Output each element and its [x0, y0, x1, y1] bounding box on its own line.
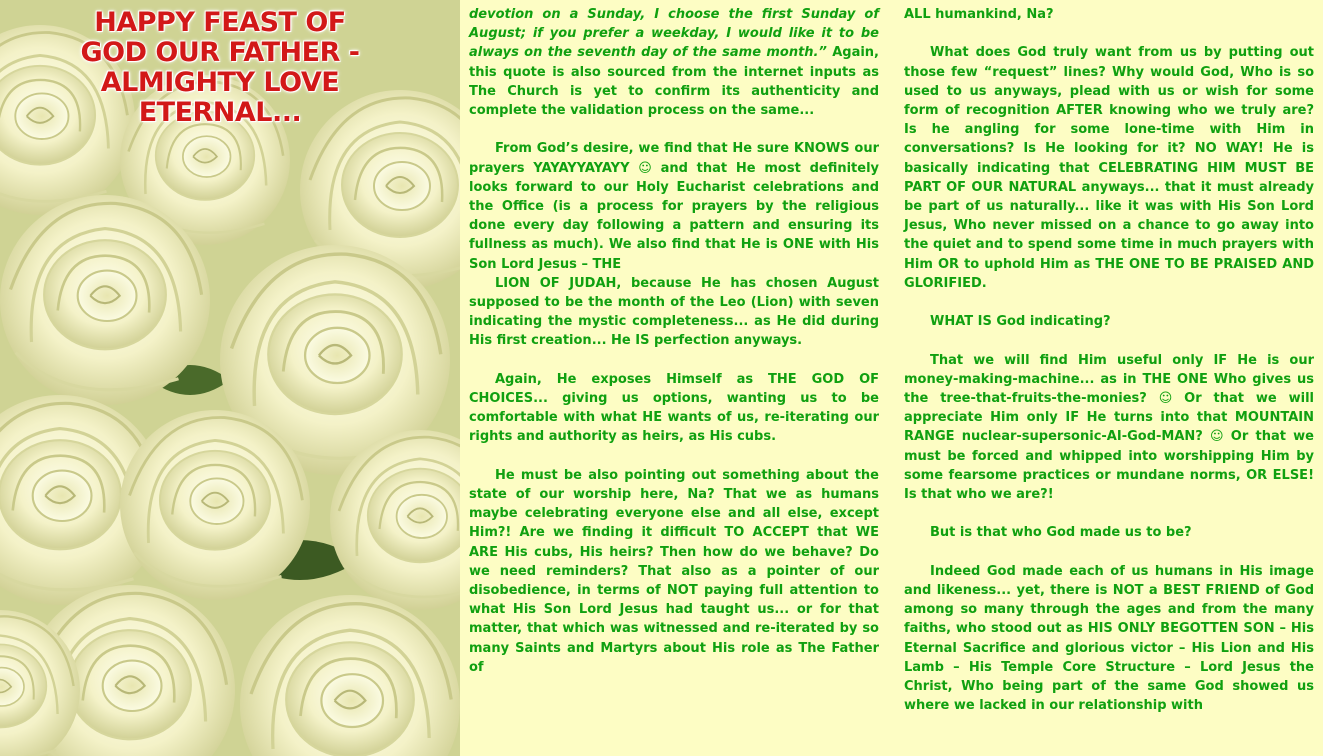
quote-remark: Again, this quote is also sourced from the internet inputs as The Church is yet to confirm its authenticity and complete the validation process on the same... — [469, 45, 879, 119]
paragraph-image-and-likeness: Indeed God made each of us humans in His image and likeness... yet, there is NOT a BEST FRIEND of God among so many through the ages and from the many faiths, who stood out as HIS ONLY BEGOTTEN SON – His Eternal Sacrifice and glorious victor – His Lion and His Lamb – His Temple Core Structure – Lord Jesus the Christ, Who being part of the same God showed us where we lacked in our relationship with — [904, 563, 1314, 714]
paragraph-who-god-made-us: But is that who God made us to be? — [930, 525, 1192, 541]
paragraph-what-is-god-indicating: WHAT IS God indicating? — [930, 314, 1111, 330]
paragraph-money-making-machine: That we will find Him useful only IF He is our money-making-machine... as in THE ONE Who gives us the tree-that-fruits-the-monies? ☺ Or that we will appreciate Him only IF He turns into that MOUNTAIN RANGE nuclear-supersonic-AI-God-MAN? ☺ Or that we must be forced and whipped into worshipping Him by some fearsome practices or mundane norms, OR ELSE! Is that who we are?! — [904, 352, 1314, 503]
rose-bouquet-image — [0, 0, 460, 756]
paragraph-god-of-choices: Again, He exposes Himself as THE GOD OF CHOICES... giving us options, wanting us to be comfortable with what HE wants of us, re-iterating our rights and authority as heirs, as His cubs. — [469, 371, 879, 445]
paragraph-gods-desire: From God’s desire, we find that He sure KNOWS our prayers YAYAYYAYAYY ☺ and that He most definitely looks forward to our Holy Eucharist celebrations and the Office (is a process for prayers by the religious done every day following a pattern and ensuring its fullness as much). We also find that He is ONE with His Son Lord Jesus – THE — [469, 141, 879, 272]
poster-title: HAPPY FEAST OF GOD OUR FATHER - ALMIGHTY LOVE ETERNAL... — [80, 7, 360, 128]
paragraph-what-god-wants: What does God truly want from us by putting out those few “request” lines? Why would God, Who is so used to us anyways, plead with us or wish for some form of recognition AFTER knowing who we truly are? Is he angling for some lone-time with Him in conversations? Is He looking for it? NO WAY! He is basically indicating that CELEBRATING HIM MUST BE PART OF OUR NATURAL anyways... that it must already be part of us naturally... like it was with His Son Lord Jesus, Who never missed on a chance to go away into the quiet and to spend some time in much prayers with Him OR to uphold Him as THE ONE TO BE PRAISED AND GLORIFIED. — [904, 45, 1314, 291]
paragraph-quote — [469, 5, 879, 120]
paragraph-lion-of-judah: LION OF JUDAH, because He has chosen August supposed to be the month of the Leo (Lion) with seven indicating the mystic completeness... as He did during His first creation... He IS perfection anyways. — [469, 275, 879, 349]
quote-italic: devotion on a Sunday, I choose the first Sunday of August; if you prefer a weekday, I would like it to be always on the seventh day of the same month.” — [469, 7, 879, 61]
text-column-right — [904, 5, 1314, 715]
paragraph-state-of-worship: He must be also pointing out something about the state of our worship here, Na? That we as humans maybe celebrating everyone else and all else, except Him?! Are we finding it difficult TO ACCEPT that WE ARE His cubs, His heirs? Then how do we behave? Do we need reminders? That also as a pointer of our disobedience, in terms of NOT paying full attention to what His Son Lord Jesus had taught us... or for that matter, that which was witnessed and re-iterated by so many Saints and Martyrs about His role as The Father of — [469, 467, 879, 675]
paragraph-all-humankind: ALL humankind, Na? — [904, 7, 1054, 22]
text-column-left — [469, 5, 879, 677]
